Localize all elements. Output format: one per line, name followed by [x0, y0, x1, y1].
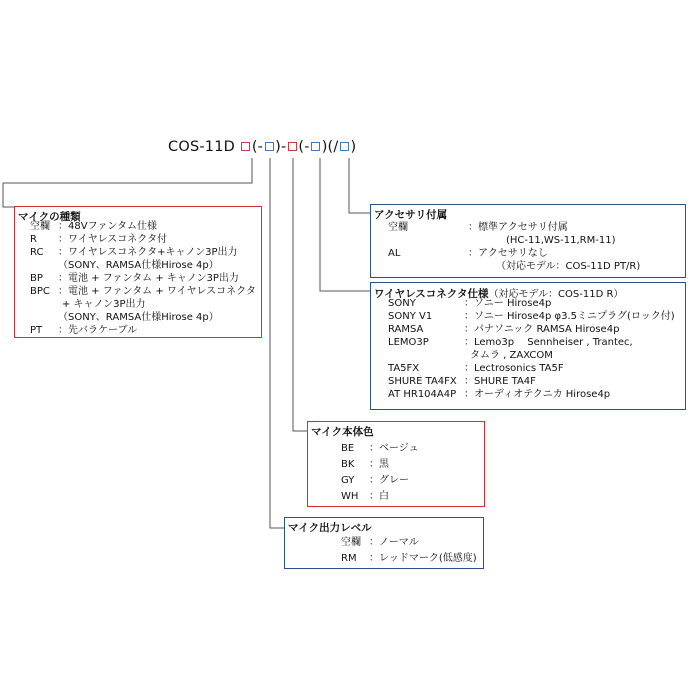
option-description: ：白 [369, 491, 389, 502]
option-description: （対応モデル：COS-11D PT/R) [496, 261, 641, 272]
option-code: BK [341, 459, 355, 470]
accessory-title: アクセサリ付属 [374, 209, 448, 221]
option-code: BPC [30, 286, 50, 297]
option-description: ：先バラケーブル [58, 325, 138, 336]
option-description: ：SHURE TA4F [464, 376, 536, 387]
option-description: ：ソニー Hirose4p φ3.5ミニプラグ(ロック付) [464, 311, 675, 322]
option-description: ：オーディオテクニカ Hirose4p [464, 389, 611, 400]
option-description: ：Lectrosonics TA5F [464, 363, 564, 374]
option-description: ：レッドマーク(低感度) [369, 553, 477, 564]
option-description: ：ノーマル [369, 537, 419, 548]
option-description: ：グレー [369, 475, 409, 486]
option-code: TA5FX [388, 363, 420, 374]
option-code: PT [30, 325, 43, 336]
code-seg-3: (- [298, 139, 310, 155]
model-prefix: COS-11D [168, 139, 235, 155]
option-description: ：ソニー Hirose4p [464, 298, 552, 309]
option-description: ：黒 [369, 459, 389, 470]
code-seg-5: ) [350, 139, 357, 155]
option-description: ：電池 + ファンタム + キャノン3P出力 [58, 273, 239, 284]
option-description: （SONY、RAMSA仕様Hirose 4p） [58, 312, 219, 323]
option-description: ：ベージュ [369, 443, 419, 454]
code-seg-1: (- [251, 139, 264, 155]
option-code: RAMSA [388, 324, 424, 335]
option-description: ：電池 + ファンタム + ワイヤレスコネクタ [58, 286, 256, 297]
option-description: タムラ , ZAXCOM [470, 350, 553, 361]
wireless-title-text: ワイヤレスコネクタ仕様 [374, 288, 489, 300]
code-seg-4: )(/ [321, 139, 339, 155]
connector-body-color [293, 158, 307, 431]
option-code: LEMO3P [388, 337, 429, 348]
option-code: AT HR104A4P [388, 389, 457, 400]
option-code: 空欄 [341, 537, 361, 548]
option-description: ：パナソニック RAMSA Hirose4p [464, 324, 620, 335]
option-code: 空欄 [30, 221, 50, 232]
option-code: BE [341, 443, 355, 454]
output-level-title: マイク出力レベル [288, 522, 372, 534]
option-description: + キャノン3P出力 [62, 299, 146, 310]
option-code: RM [341, 553, 357, 564]
option-code: RC [30, 247, 44, 258]
option-code: 空欄 [388, 222, 408, 233]
body-color-box [307, 421, 485, 507]
option-description: ：48Vファンタム仕様 [58, 221, 157, 232]
body-color-title: マイク本体色 [311, 426, 374, 438]
option-code: BP [30, 273, 43, 284]
connector-output-level [270, 158, 284, 528]
option-description: （SONY、RAMSA仕様Hirose 4p） [58, 260, 219, 271]
option-code: AL [388, 248, 401, 259]
option-code: GY [341, 475, 355, 486]
option-description: ：標準アクセサリ付属 [468, 222, 568, 233]
option-code: WH [341, 491, 359, 502]
connector-wireless [320, 158, 370, 291]
option-description: ：アクセサリなし [468, 248, 548, 259]
option-description: (HC-11,WS-11,RM-11) [506, 235, 616, 246]
mic-type-title: マイクの種類 [18, 211, 81, 223]
option-code: R [30, 234, 37, 245]
option-code: SONY V1 [388, 311, 433, 322]
option-description: ：Lemo3p Sennheiser , Trantec, [464, 337, 633, 348]
connector-mic-type [3, 158, 252, 207]
wireless-subtitle: （対応モデル：COS-11D R） [488, 289, 624, 300]
option-code: SONY [388, 298, 416, 309]
code-seg-2: )- [275, 139, 287, 155]
option-code: SHURE TA4FX [388, 376, 457, 387]
option-description: ：ワイヤレスコネクタ付 [58, 234, 168, 245]
option-description: ：ワイヤレスコネクタ+キャノン3P出力 [58, 247, 238, 258]
connector-accessory [349, 158, 370, 213]
